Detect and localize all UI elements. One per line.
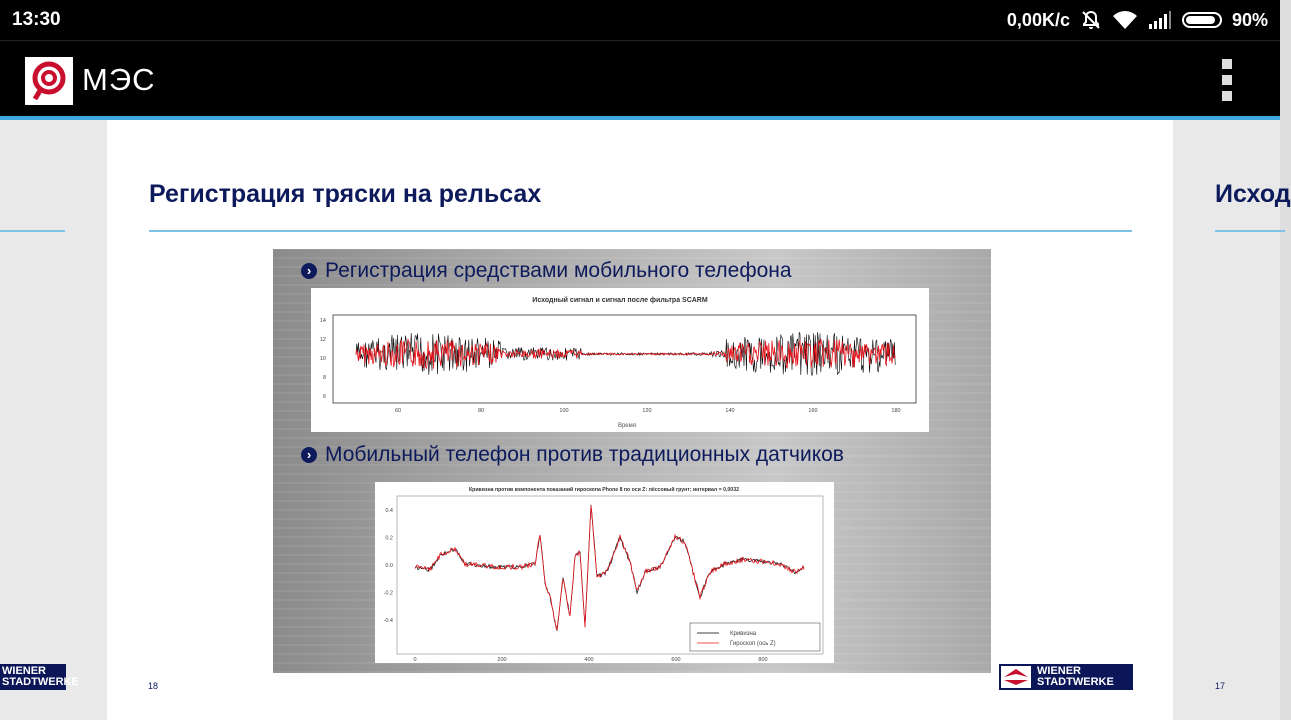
- mute-icon: [1080, 9, 1102, 31]
- overflow-menu-icon[interactable]: [1222, 59, 1232, 103]
- bullet-item-1: › Регистрация средствами мобильного телефона: [301, 259, 792, 283]
- slide-title: Исход: [1215, 180, 1291, 208]
- series-raw-signal: [356, 332, 895, 375]
- slide-rule: [1215, 230, 1285, 232]
- x-tick-label: 160: [808, 408, 818, 414]
- y-tick-label: 6: [322, 394, 326, 400]
- y-tick-label: 0.2: [385, 535, 393, 542]
- chart-legend: [690, 623, 820, 651]
- bullet-item-2: › Мобильный телефон против традиционных датчиков: [301, 443, 844, 467]
- battery-level: 90%: [1231, 9, 1268, 30]
- chart-signal: [311, 288, 929, 432]
- x-tick-label: 120: [642, 408, 652, 414]
- slide-rule: [0, 230, 65, 232]
- wiener-stadtwerke-logo: WIENER STADTWERKE: [999, 664, 1133, 690]
- slide-page-number: 18: [148, 681, 159, 691]
- y-tick-label: 10: [319, 356, 326, 362]
- y-tick-label: 14: [319, 318, 326, 324]
- slide-rule: [149, 230, 1132, 232]
- status-bar: [0, 0, 1280, 40]
- app-title: МЭС: [82, 62, 156, 97]
- slide-title: Регистрация тряски на рельсах: [149, 180, 542, 208]
- wiener-stadtwerke-logo: WIENER STADTWERKE: [0, 664, 66, 690]
- previous-slide[interactable]: [0, 120, 107, 720]
- bullet-arrow-icon: ›: [301, 447, 317, 463]
- y-tick-label: 0.4: [385, 508, 393, 514]
- slide-page-number: 17: [1215, 681, 1226, 691]
- series-curvature: [415, 505, 804, 631]
- status-time: 13:30: [12, 9, 61, 30]
- series-gyroscope: [415, 506, 804, 630]
- y-tick-label: -0.4: [383, 618, 393, 624]
- y-tick-label: -0.2: [383, 590, 393, 597]
- next-slide[interactable]: [1173, 120, 1291, 720]
- x-tick-label: 60: [394, 408, 402, 414]
- chart-title: Исходный сигнал и сигнал после фильтра SCARM: [532, 297, 708, 304]
- current-slide[interactable]: [107, 120, 1173, 720]
- mes-logo-icon: [25, 57, 73, 105]
- x-tick-label: 100: [559, 408, 569, 414]
- x-tick-label: 200: [497, 657, 507, 663]
- x-tick-label: 80: [477, 408, 485, 414]
- app-bar: [0, 40, 1280, 116]
- x-tick-label: 180: [891, 408, 901, 414]
- y-tick-label: 0.0: [385, 563, 393, 569]
- x-tick-label: 140: [725, 408, 735, 414]
- slide-content-image: [273, 249, 991, 673]
- wifi-icon: [1112, 10, 1138, 30]
- y-tick-label: 12: [319, 337, 326, 343]
- chart-gyroscope: [375, 482, 834, 663]
- bullet-arrow-icon: ›: [301, 263, 317, 279]
- x-tick-label: 600: [671, 657, 681, 663]
- x-tick-label: 400: [584, 657, 594, 663]
- chart-title: Кривизна против компонента показаний гироскопа Phone 8 по оси Z: лёссовый грунт; интервал = 0,0032: [469, 487, 739, 493]
- y-tick-label: 8: [322, 375, 326, 381]
- signal-icon: [1148, 10, 1172, 30]
- x-axis-label: Время: [617, 423, 637, 429]
- battery-icon: [1182, 12, 1222, 28]
- legend-item-curvature: Кривизна: [730, 631, 757, 637]
- x-tick-label: 0: [413, 657, 417, 663]
- legend-item-gyroscope: Гироскоп (ось Z): [730, 641, 776, 647]
- network-speed: 0,00K/c: [1006, 9, 1070, 30]
- x-tick-label: 800: [758, 657, 768, 663]
